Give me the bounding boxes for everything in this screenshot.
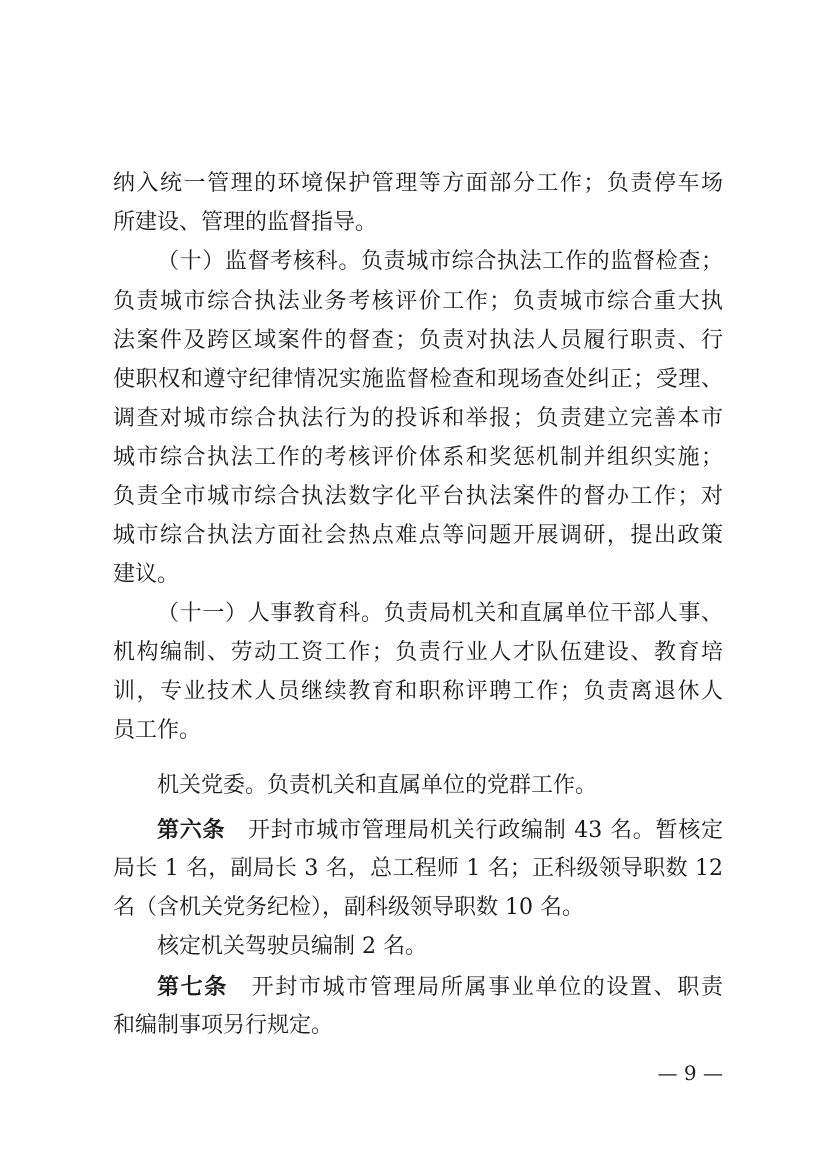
text-line: 训，专业技术人员继续教育和职称评聘工作；负责离退休人 bbox=[113, 679, 723, 704]
text-line: 机构编制、劳动工资工作；负责行业人才队伍建设、教育培 bbox=[113, 640, 723, 665]
text-line: 机关党委。负责机关和直属单位的党群工作。 bbox=[157, 773, 598, 798]
text-line: 纳入统一管理的环境保护管理等方面部分工作；负责停车场 bbox=[113, 171, 723, 196]
text-line: 使职权和遵守纪律情况实施监督检查和现场查处纠正；受理、 bbox=[113, 367, 723, 392]
text-line: 员工作。 bbox=[113, 718, 202, 743]
article-label: 第七条 bbox=[157, 974, 228, 1000]
article-label: 第六条 bbox=[157, 817, 226, 843]
text-line: 名（含机关党务纪检），副科级领导职数 10 名。 bbox=[113, 895, 584, 920]
section-heading-line: （十）监督考核科。负责城市综合执法工作的监督检查； bbox=[157, 249, 723, 274]
page-number: — 9 — bbox=[657, 1061, 723, 1085]
text-line: 城市综合执法工作的考核评价体系和奖惩机制并组织实施； bbox=[113, 445, 723, 470]
text-line: 局长 1 名，副局长 3 名，总工程师 1 名；正科级领导职数 12 bbox=[113, 856, 723, 881]
text-line: 建议。 bbox=[113, 562, 180, 587]
article-line: 第七条 开封市城市管理局所属事业单位的设置、职责 bbox=[157, 974, 723, 1000]
text-line: 所建设、管理的监督指导。 bbox=[113, 210, 378, 235]
text-line: 核定机关驾驶员编制 2 名。 bbox=[157, 934, 427, 959]
section-heading-line: （十一）人事教育科。负责局机关和直属单位干部人事、 bbox=[157, 601, 723, 626]
text-line: 法案件及跨区域案件的督查；负责对执法人员履行职责、行 bbox=[113, 328, 723, 353]
text-line: 负责城市综合执法业务考核评价工作；负责城市综合重大执 bbox=[113, 289, 723, 314]
text-line: 调查对城市综合执法行为的投诉和举报；负责建立完善本市 bbox=[113, 406, 723, 431]
text-line: 城市综合执法方面社会热点难点等问题开展调研，提出政策 bbox=[113, 523, 723, 548]
text-line: 负责全市城市综合执法数字化平台执法案件的督办工作；对 bbox=[113, 484, 723, 509]
text-line: 和编制事项另行规定。 bbox=[113, 1013, 334, 1038]
article-line: 第六条 开封市城市管理局机关行政编制 43 名。暂核定 bbox=[157, 817, 723, 843]
